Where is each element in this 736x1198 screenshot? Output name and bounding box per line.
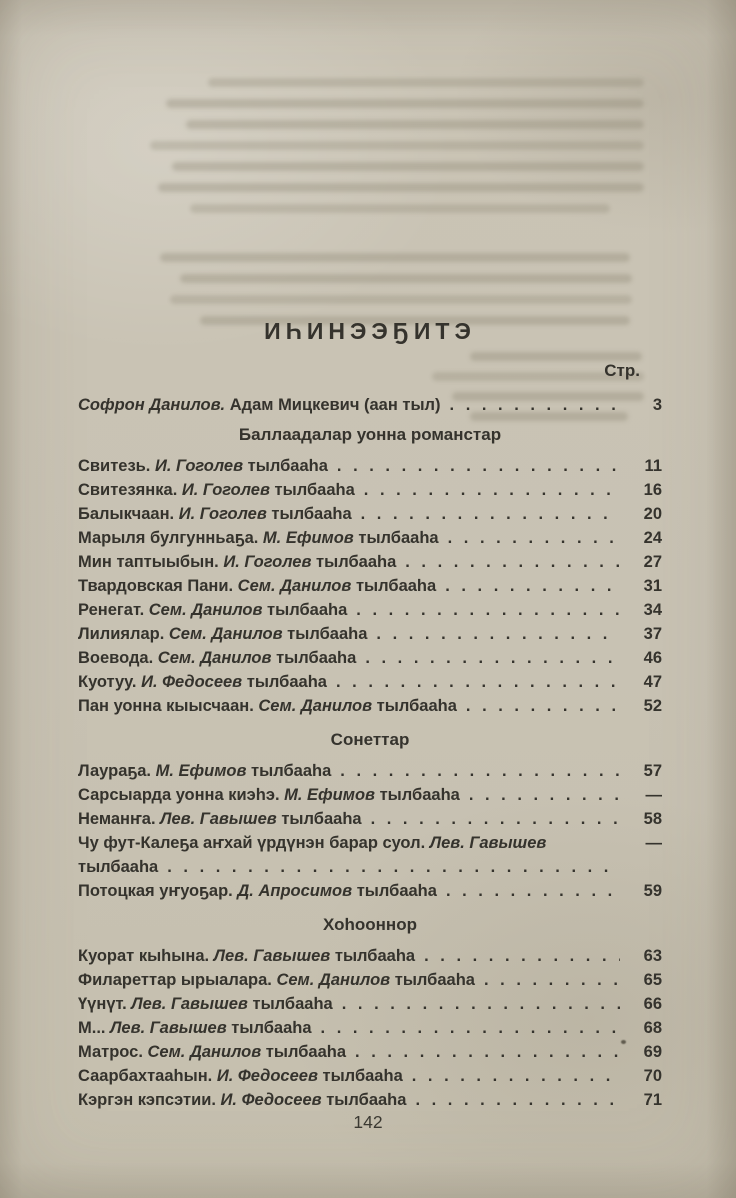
translator-name: И. Гоголев <box>154 457 244 475</box>
entry-title: тылбааһа <box>261 1043 347 1061</box>
dot-leader <box>365 646 620 670</box>
entry-text <box>78 550 396 574</box>
translator-name: И. Гоголев <box>178 505 267 523</box>
page-ref: 46 <box>643 649 662 667</box>
translator-name: Лев. Гавышев <box>160 810 277 828</box>
dot-leader <box>167 855 620 879</box>
toc-entry <box>78 855 662 879</box>
entry-text <box>78 944 415 968</box>
table-of-contents <box>78 393 662 1112</box>
dot-leader <box>445 574 620 598</box>
section-heading: Хоһооннор <box>323 915 417 934</box>
entry-title: тылбааһа <box>317 1067 403 1085</box>
entry-title: тылбааһа <box>352 882 437 900</box>
entry-title: Воевода. <box>78 649 158 667</box>
translator-name: М. Ефимов <box>284 786 375 804</box>
toc-entry <box>78 759 662 783</box>
toc-entry <box>78 944 662 968</box>
toc-entry <box>78 622 662 646</box>
entry-title: Саарбахтааһын. <box>78 1067 217 1085</box>
entry-title: тылбааһа <box>330 947 416 965</box>
entry-text <box>78 1064 403 1088</box>
entry-title: тылбааһа <box>390 971 475 989</box>
page-ref: 20 <box>643 505 662 523</box>
entry-title: Ренегат. <box>78 601 149 619</box>
dot-leader <box>321 1016 620 1040</box>
page-ref: 31 <box>643 577 662 595</box>
entry-title: Лилиялар. <box>78 625 169 643</box>
dot-leader <box>446 879 620 903</box>
entry-title: тылбааһа <box>262 601 348 619</box>
entry-text <box>78 526 439 550</box>
toc-entry <box>78 454 662 478</box>
entry-title: Свитезянка. <box>78 481 182 499</box>
page-ref: 11 <box>644 457 662 475</box>
section-heading: Баллаадалар уонна романстар <box>238 425 502 444</box>
entry-title: тылбааһа <box>226 1019 312 1037</box>
entry-title: тылбааһа <box>375 786 460 804</box>
entry-title: Твардовская Пани. <box>78 577 238 595</box>
entry-title: Сарсыарда уонна киэһэ. <box>78 786 285 804</box>
translator-name: И. Гоголев <box>223 553 312 571</box>
entry-text <box>78 879 437 903</box>
page-ref: 65 <box>643 971 662 989</box>
entry-text <box>78 992 333 1016</box>
toc-entry <box>78 670 662 694</box>
toc-entry <box>78 502 662 526</box>
dot-leader <box>376 622 620 646</box>
translator-name: М. Ефимов <box>155 762 247 780</box>
entry-title: тылбааһа <box>269 481 355 499</box>
page-ref: 57 <box>643 762 662 780</box>
dot-leader <box>415 1088 620 1112</box>
dot-leader <box>450 393 620 417</box>
entry-title: тылбааһа <box>372 697 457 715</box>
entry-title: Неманҥа. <box>78 810 161 828</box>
entry-title: Матрос. <box>78 1043 148 1061</box>
entry-title: Потоцкая уҥуоҕар. <box>78 882 238 900</box>
toc-entry <box>78 550 662 574</box>
toc-entry <box>78 831 662 855</box>
toc-entry <box>78 1064 662 1088</box>
toc-entry <box>78 968 662 992</box>
entry-text <box>78 1088 406 1112</box>
translator-name: И. Гоголев <box>181 481 270 499</box>
toc-entry <box>78 393 662 417</box>
page-ref: 3 <box>652 396 662 414</box>
page-ref: 27 <box>643 553 662 571</box>
page-ref: 66 <box>643 995 662 1013</box>
translator-name: Лев. Гавышев <box>213 947 331 965</box>
page-title: ИҺИНЭЭҔИТЭ <box>264 318 476 344</box>
toc-entry <box>78 478 662 502</box>
entry-title: Мин таптыыбын. <box>78 553 224 571</box>
toc-entry <box>78 807 662 831</box>
page-ref: 59 <box>643 882 662 900</box>
entry-text <box>78 1040 346 1064</box>
translator-name: Сем. Данилов <box>147 1043 262 1061</box>
translator-name: Сем. Данилов <box>258 697 373 715</box>
translator-name: Сем. Данилов <box>168 625 283 643</box>
page-ref: — <box>645 786 662 804</box>
entry-text <box>78 831 546 855</box>
page-ref: 34 <box>643 601 662 619</box>
toc-entry <box>78 1016 662 1040</box>
entry-text <box>78 1016 312 1040</box>
translator-name: И. Федосеев <box>141 673 243 691</box>
translator-name: Лев. Гавышев <box>110 1019 227 1037</box>
page-content <box>78 0 662 1112</box>
entry-text <box>78 968 475 992</box>
toc-entry <box>78 526 662 550</box>
entry-text <box>78 807 362 831</box>
entry-title: тылбааһа <box>276 810 362 828</box>
page-ref: 69 <box>643 1043 662 1061</box>
translator-name: И. Федосеев <box>216 1067 318 1085</box>
entry-title: Адам Мицкевич (аан тыл) <box>225 396 441 414</box>
translator-name: М. Ефимов <box>262 529 354 547</box>
dot-leader <box>355 1040 620 1064</box>
entry-title: тылбааһа <box>321 1091 407 1109</box>
toc-entry <box>78 879 662 903</box>
dot-leader <box>364 478 620 502</box>
entry-text <box>78 783 460 807</box>
dot-leader <box>412 1064 620 1088</box>
toc-entry <box>78 1040 662 1064</box>
dot-leader <box>424 944 620 968</box>
entry-title: Лаураҕа. <box>78 762 156 780</box>
entry-title: Чу фут-Калеҕа аҥхай үрдүнэн барар суол. <box>78 834 430 852</box>
dot-leader <box>361 502 620 526</box>
dot-leader <box>337 454 620 478</box>
entry-title: Филареттар ырыалара. <box>78 971 277 989</box>
entry-title: тылбааһа <box>353 529 439 547</box>
entry-text <box>78 759 331 783</box>
translator-name: Лев. Гавышев <box>131 995 248 1013</box>
dot-leader <box>484 968 620 992</box>
dot-leader <box>466 694 620 718</box>
toc-entry <box>78 783 662 807</box>
entry-title: тылбааһа <box>247 995 333 1013</box>
entry-title: тылбааһа <box>351 577 437 595</box>
entry-text <box>78 502 352 526</box>
dot-leader <box>342 992 620 1016</box>
toc-entry <box>78 574 662 598</box>
entry-title: Балыкчаан. <box>78 505 179 523</box>
entry-text <box>78 454 328 478</box>
page-ref: 47 <box>643 673 662 691</box>
page-ref: 68 <box>643 1019 662 1037</box>
dot-leader <box>371 807 620 831</box>
entry-title: Куотуу. <box>78 673 142 691</box>
toc-entry <box>78 1088 662 1112</box>
entry-title: Свитезь. <box>78 457 155 475</box>
translator-name: И. Федосеев <box>220 1091 322 1109</box>
toc-entry <box>78 694 662 718</box>
entry-title: Марыля булгунньаҕа. <box>78 529 263 547</box>
entry-title: тылбааһа <box>242 673 327 691</box>
translator-name: Софрон Данилов. <box>78 396 226 414</box>
entry-title: тылбааһа <box>271 649 357 667</box>
entry-title: Куорат кыһына. <box>78 947 214 965</box>
page-ref: 24 <box>643 529 662 547</box>
dot-leader <box>336 670 620 694</box>
entry-title: тылбааһа <box>311 553 397 571</box>
entry-title: тылбааһа <box>78 858 159 876</box>
entry-title: Кэргэн кэпсэтии. <box>78 1091 221 1109</box>
translator-name: Сем. Данилов <box>157 649 272 667</box>
page-number: 142 <box>353 1112 383 1132</box>
entry-text <box>78 622 367 646</box>
page-ref: 37 <box>643 625 662 643</box>
entry-title: тылбааһа <box>282 625 368 643</box>
entry-text <box>78 694 457 718</box>
entry-text <box>78 393 441 417</box>
page-ref: 52 <box>643 697 662 715</box>
page-ref: 71 <box>643 1091 662 1109</box>
entry-title: тылбааһа <box>266 505 352 523</box>
entry-text <box>78 598 347 622</box>
toc-entry <box>78 646 662 670</box>
toc-entry <box>78 598 662 622</box>
dot-leader <box>356 598 620 622</box>
section-heading: Сонеттар <box>330 730 410 749</box>
entry-text <box>78 670 327 694</box>
page-ref: 16 <box>643 481 662 499</box>
page-ref: 63 <box>643 947 662 965</box>
toc-entry <box>78 992 662 1016</box>
entry-text <box>78 574 436 598</box>
translator-name: Сем. Данилов <box>237 577 352 595</box>
entry-title: Үүнүт. <box>78 995 132 1013</box>
dot-leader <box>405 550 620 574</box>
entry-text <box>78 478 355 502</box>
dot-leader <box>469 783 620 807</box>
dot-leader <box>340 759 620 783</box>
page-column-label: Стр. <box>604 361 640 380</box>
translator-name: Лев. Гавышев <box>429 834 547 852</box>
entry-title: тылбааһа <box>243 457 328 475</box>
entry-title: тылбааһа <box>246 762 332 780</box>
entry-text <box>78 855 158 879</box>
translator-name: Д. Апросимов <box>237 882 353 900</box>
page-ref: 58 <box>643 810 662 828</box>
translator-name: Сем. Данилов <box>148 601 263 619</box>
page-ref: — <box>645 834 662 852</box>
entry-title: Пан уонна кыысчаан. <box>78 697 259 715</box>
dot-leader <box>448 526 620 550</box>
translator-name: Сем. Данилов <box>276 971 391 989</box>
page-ref: 70 <box>643 1067 662 1085</box>
entry-title: М... <box>78 1019 111 1037</box>
entry-text <box>78 646 356 670</box>
